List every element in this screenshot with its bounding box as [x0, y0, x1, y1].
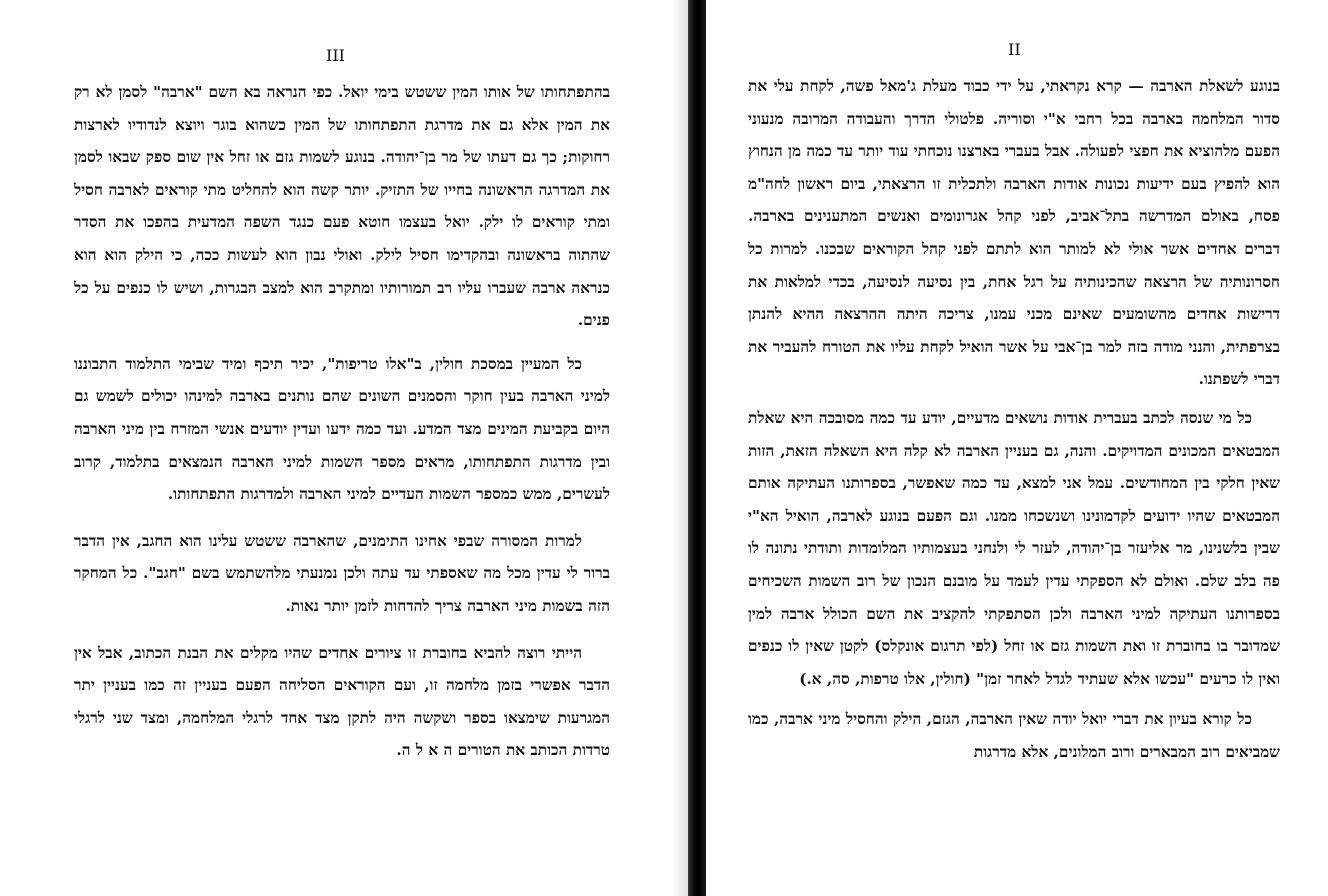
paragraph: כל קורא בעיון את דברי יואל יודה שאין הארבה, הגזם, הילק והחסיל מיני ארבה, כמו שמביאים רוב המבארים ורוב המלונים, אלא מדרגות — [748, 710, 1280, 761]
page-number: II — [1008, 40, 1021, 59]
page-text — [74, 76, 610, 767]
paragraph: בהתפתחותו של אותו המין ששטש בימי יואל. כפי הנראה בא השם "ארבה" לסמן לא רק את המין אלא גם את מדרגת התפתחותו של המין כשהוא בוגר ויוצא לנדודיו לארצות רחוקות; כך גם דעתו של מר בן־יהודה. בנוגע לשמות גזם או זחל אין שום ספק שבאו לסמן את המדרגה הראשונה בחייו של התזיק. יותר קשה הוא להחליט מתי קוראים לארבה חסיל ומתי קוראים לו ילק. יואל בעצמו חוטא פעם כנגד השפה המדעית בהפכו את הסדר שהתוה בראשונה ובהקדימו חסיל לילק. ואולי נבון הוא לעשות ככה, כי הילק הוא הוא כנראה ארבה שעברו עליו רב תמורותיו ומתקרב הוא למצב הבגרות, ושיש לו כנפים על כל פנים. — [74, 83, 610, 330]
paragraph: כל מי שנסה לכתב בעברית אודות נושאים מדעיים, יודע עד כמה מסובכה היא שאלת המבטאים המכונים המדויקים. והנה, גם בעניין הארבה לא קלה היא השאלה הזאת, הזות שאין חלקי בין המחודשים. עמל אני למצא, עד כמה שאפשר, בספרותנו העתיקה אותם המבטאים שהיו ידועים לקדמונינו ושנשכחו ממנו. וגם הפעם בנוגע לארבה, הואיל הא"י שבין בלשנינו, מר אליעזר בן־יהודה, לעזר לי ולנחני בעצמותיו המלומדות ותודתי נתונה לו פה בלב שלם. ואולם לא הספקתי עדין לעמד על מובנם הנכון של רוב השמות השכיחים בספרותנו העתיקה למיני הארבה ולכן הסתפקתי להקציב את השם הכולל ארבה למין שמדובר בו בחוברת זו ואת השמות גזם או זחל (לפי תרגום אונקלס) לקטן שאין לו כנפים ואין לו כרעים "עכשו אלא שעתיד לגדל לאחר זמן" (חולין, אלו טרפות, סה, א.) — [748, 408, 1280, 688]
page-number: III — [326, 46, 345, 65]
paragraph: בנוגע לשאלת הארבה — קרא נקראתי, על ידי כבוד מעלת ג'מאל פשה, לקחת עלי את סדור המלחמה בארבה בכל רחבי א"י וסוריה. פלטולי הדרך והעבודה המרובה מנעוני הפעם מלהוציא את חפצי לפעולה. אבל בעברי בארצנו נוכחתי עוד יותר עד כמה מן הנחוץ הוא להפיץ בעם ידיעות נכונות אודות הארבה ולתכלית זו הרצאתי, ביום ראשון לחה"מ פסח, באולם המדרשה בתל־אביב, לפני קהל אגרונומים ואנשים המתענינים בארבה. דברים אחדים אשר אולי לא למותר הוא לתתם לפני קהל הקוראים שבכנו. למרות כל חסרונותיה של הרצאה שהכינותיה על רגל אחת, בין נסיעה לנסיעה, בכדי למלאות את דרישות אחדים מהשומעים שאינם מכני עמנו, צריכה היתה ההרצאה ההיא להנתן בצרפתית, והנני מודה בזה למר בן־אבי על אשר הואיל לקחת עליו את הטורח להעביר את דברי לשפתנו. — [748, 77, 1280, 389]
paragraph: כל המעיין במסכת חולין, ב"אלו טריפות", יכיר תיכף ומיד שבימי התלמוד התבוננו למיני הארבה בעין חוקר והסמנים השונים שהם נותנים בארבה למינהו יכולים לשמש גם היום בקביעת המינים מצד המדע. ועד כמה ידעו ועדין יודעים אנשי המזרח בין מיני הארבה ובין מדרגות התפתחותו, מראים מספר השמות למיני הארבה הנמצאים בתלמוד, קרוב לעשרים, ממש כמספר השמות העדיים למיני הארבה ולמדרגות התפתחותו. — [74, 354, 610, 504]
page-text — [748, 70, 1280, 768]
right-page — [706, 0, 1328, 896]
paragraph: למרות המסורה שבפי אחינו התימנים, שהארבה ששטש עלינו הוא החגב, אין הדבר ברור לי עדין מכל מה שאספתי עד עתה ולכן נמנעתי מלהשתמש בשם "חגב". כל המחקר הזה בשמות מיני הארבה צריך להדחות לזמן יותר נאות. — [74, 531, 610, 615]
book-spine — [688, 0, 706, 896]
page-fold-shadow — [672, 0, 688, 896]
paragraph: הייתי רוצה להביא בחוברת זו ציורים אחדים שהיו מקלים את הבנת הכתוב, אבל אין הדבר אפשרי בזמן מלחמה זו, ועם הקוראים הסליחה הפעם בעניין זה כמו בעניין יתר המגרעות שימצאו בספר ושקשה היה לתקן מצד אחד לרגלי המלחמה, ומצד שני לרגלי טרדות הכותב את הטורים ה א ל ה. — [74, 643, 610, 760]
